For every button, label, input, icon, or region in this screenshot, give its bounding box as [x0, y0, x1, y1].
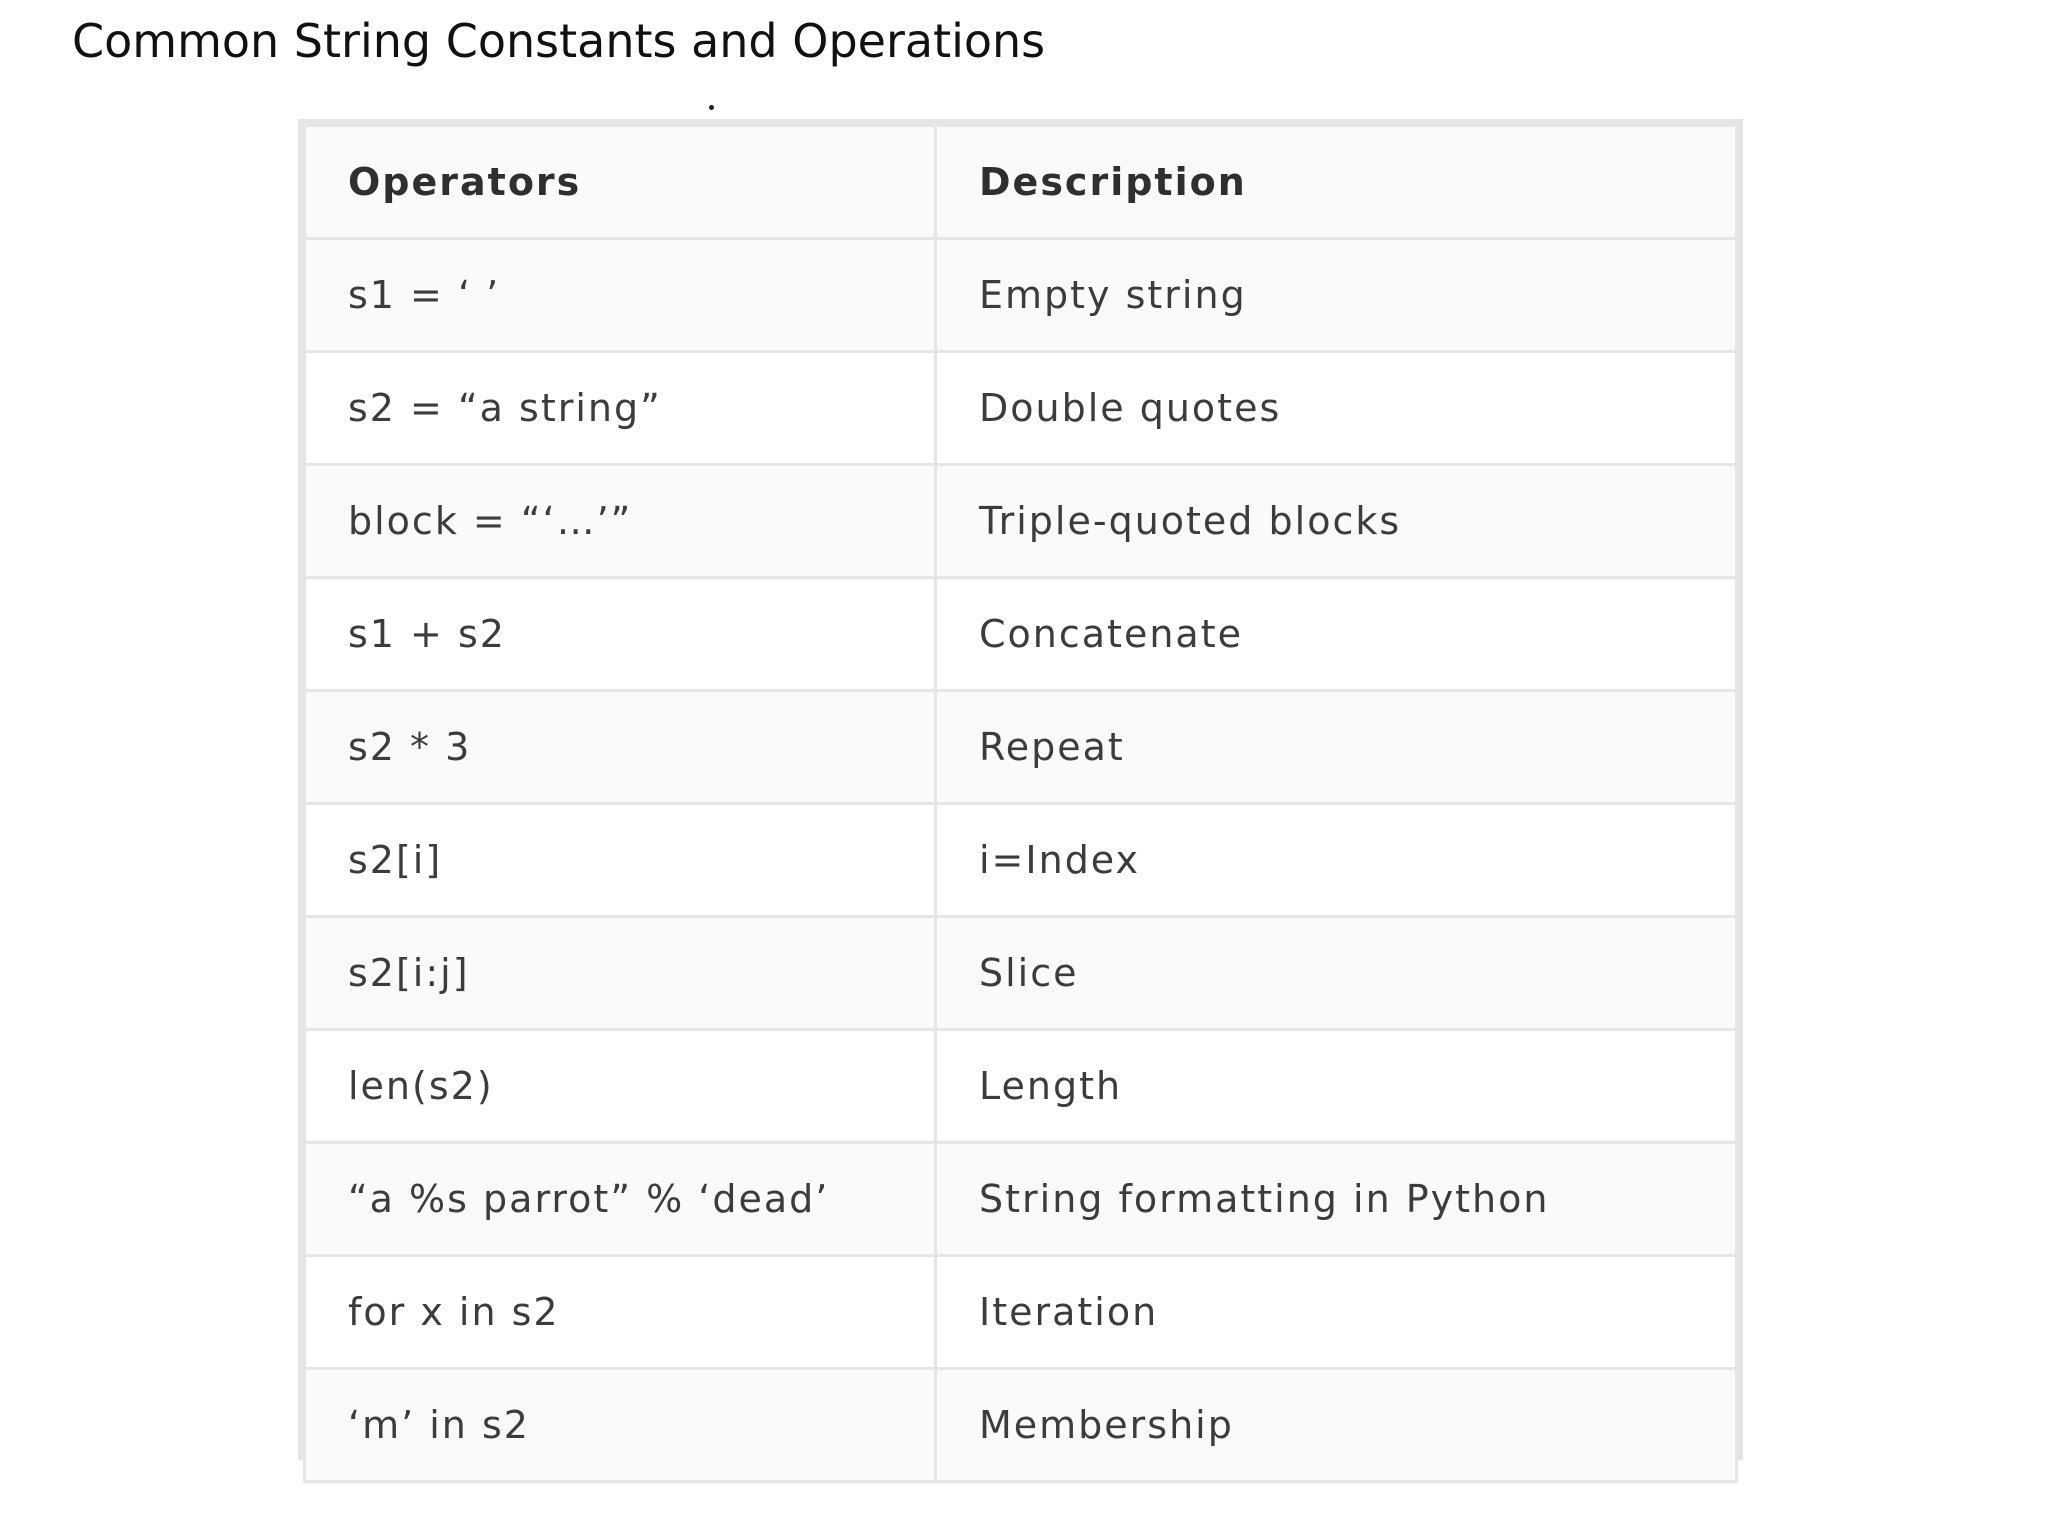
- table-row: [305, 352, 1737, 465]
- table-row: [305, 578, 1737, 691]
- operator-cell: len(s2): [305, 1030, 936, 1143]
- description-cell: Triple-quoted blocks: [936, 465, 1737, 578]
- operator-cell: s1 = ‘ ’: [305, 239, 936, 352]
- table-row: [305, 1143, 1737, 1256]
- description-cell: Membership: [936, 1369, 1737, 1482]
- table-row: [305, 691, 1737, 804]
- operator-cell: “a %s parrot” % ‘dead’: [305, 1143, 936, 1256]
- header-description: Description: [936, 126, 1737, 239]
- operator-cell: block = “‘…’”: [305, 465, 936, 578]
- table-row: [305, 1030, 1737, 1143]
- operators-table: [303, 124, 1738, 1483]
- table-row: [305, 917, 1737, 1030]
- operator-cell: s2 = “a string”: [305, 352, 936, 465]
- operator-cell: s2[i]: [305, 804, 936, 917]
- table-row: [305, 1256, 1737, 1369]
- description-cell: Length: [936, 1030, 1737, 1143]
- table-row: [305, 804, 1737, 917]
- operators-table-frame: [298, 119, 1743, 1460]
- description-cell: Concatenate: [936, 578, 1737, 691]
- table-row: [305, 239, 1737, 352]
- operator-cell: s1 + s2: [305, 578, 936, 691]
- operator-cell: s2[i:j]: [305, 917, 936, 1030]
- table-row: [305, 1369, 1737, 1482]
- header-operators: Operators: [305, 126, 936, 239]
- description-cell: Empty string: [936, 239, 1737, 352]
- description-cell: Repeat: [936, 691, 1737, 804]
- operator-cell: for x in s2: [305, 1256, 936, 1369]
- operator-cell: s2 * 3: [305, 691, 936, 804]
- description-cell: Double quotes: [936, 352, 1737, 465]
- operator-cell: ‘m’ in s2: [305, 1369, 936, 1482]
- description-cell: i=Index: [936, 804, 1737, 917]
- stray-dot: [709, 105, 714, 110]
- description-cell: String formatting in Python: [936, 1143, 1737, 1256]
- table-row: [305, 465, 1737, 578]
- description-cell: Iteration: [936, 1256, 1737, 1369]
- table-header-row: [305, 126, 1737, 239]
- slide-title: Common String Constants and Operations: [72, 14, 1046, 68]
- description-cell: Slice: [936, 917, 1737, 1030]
